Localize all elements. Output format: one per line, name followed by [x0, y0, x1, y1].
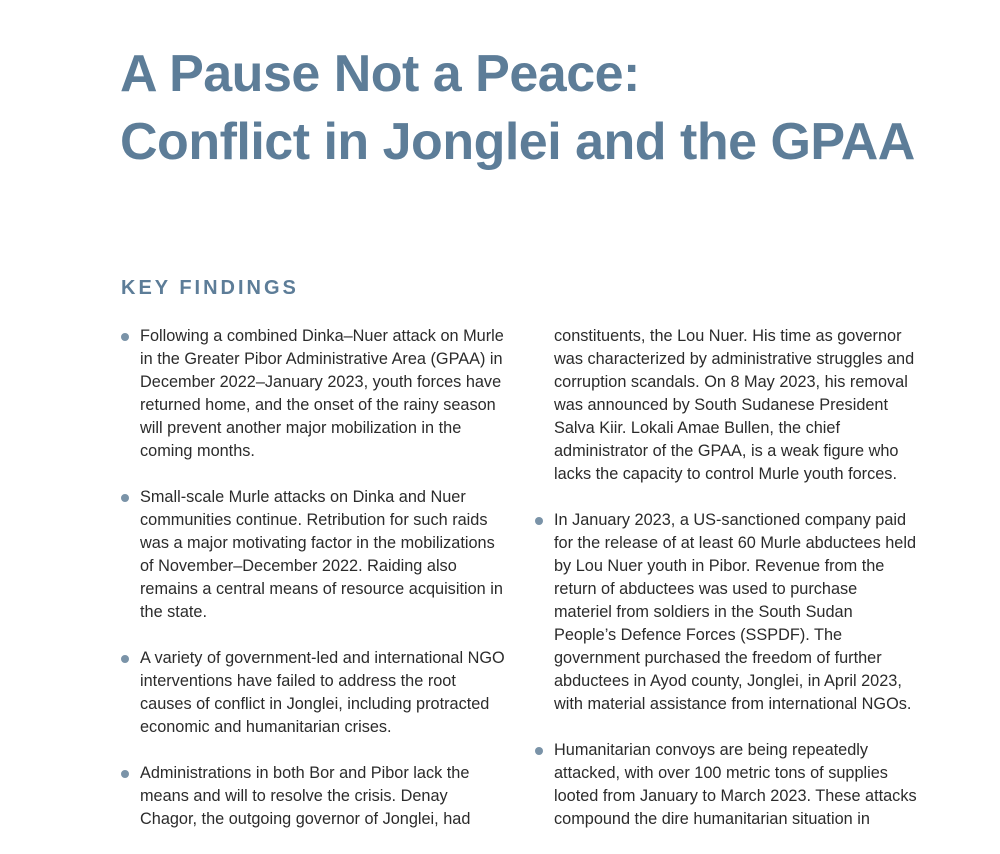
- finding-text: constituents, the Lou Nuer. His time as governor was characterized by administrative struggles and corruption scandals. On 8 May 2023, his removal was announced by South Sudanese President Salva Kiir. Lokali Amae Bullen, the chief administrator of the GPAA, is a weak figure who lacks the capacity to control Murle youth forces.: [554, 327, 915, 483]
- finding-text: Small-scale Murle attacks on Dinka and Nuer communities continue. Retribution for such raids was a major motivating factor in the mobilizations of November–December 2022. Raiding also remains a central means of resource acquisition in the state.: [140, 488, 503, 621]
- title-line-1: A Pause Not a Peace:: [120, 45, 640, 103]
- page-title: [120, 40, 915, 176]
- finding-text: Humanitarian convoys are being repeatedly attacked, with over 100 metric tons of supplies looted from January to March 2023. These attacks compound the dire humanitarian situation in: [554, 741, 917, 828]
- bullet-icon: [121, 770, 129, 778]
- bullet-icon: [535, 517, 543, 525]
- finding-text: Following a combined Dinka–Nuer attack on Murle in the Greater Pibor Administrative Area (GPAA) in December 2022–January 2023, youth forces have returned home, and the onset of the rainy season will prevent another major mobilization in the coming months.: [140, 327, 504, 460]
- key-findings-heading: KEY FINDINGS: [121, 277, 299, 299]
- right-column: [534, 325, 919, 854]
- finding-item: [120, 325, 505, 463]
- bullet-icon: [535, 747, 543, 755]
- bullet-icon: [121, 655, 129, 663]
- finding-item: [534, 739, 919, 831]
- finding-continuation: [534, 325, 919, 486]
- finding-text: In January 2023, a US-sanctioned company paid for the release of at least 60 Murle abductees held by Lou Nuer youth in Pibor. Revenue from the return of abductees was used to purchase materiel from soldiers in the South Sudan People’s Defence Forces (SSPDF). The government purchased the freedom of further abductees in Ayod county, Jonglei, in April 2023, with material assistance from international NGOs.: [554, 511, 917, 713]
- bullet-icon: [121, 333, 129, 341]
- bullet-icon: [121, 494, 129, 502]
- finding-item: [534, 509, 919, 716]
- finding-item: [120, 647, 505, 739]
- left-column: [120, 325, 505, 854]
- finding-item: [120, 762, 505, 831]
- title-line-2: Conflict in Jonglei and the GPAA: [120, 113, 915, 171]
- finding-item: [120, 486, 505, 624]
- finding-text: A variety of government-led and international NGO interventions have failed to address the root causes of conflict in Jonglei, including protracted economic and humanitarian crises.: [140, 649, 505, 736]
- finding-text: Administrations in both Bor and Pibor lack the means and will to resolve the crisis. Denay Chagor, the outgoing governor of Jonglei, had: [140, 764, 471, 828]
